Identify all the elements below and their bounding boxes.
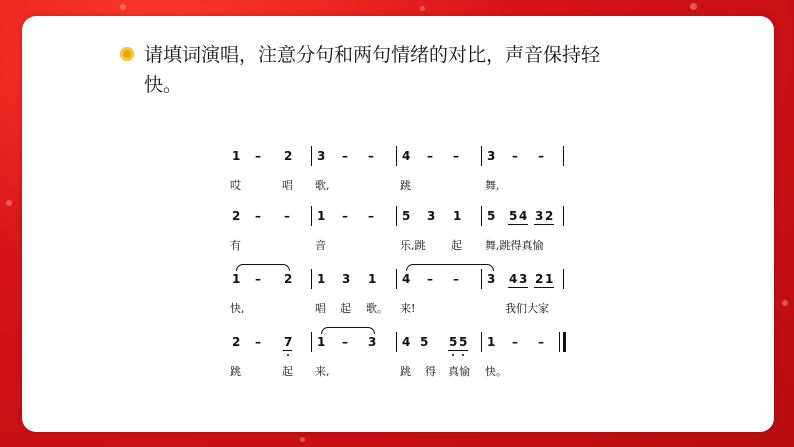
instruction-text: 请填词演唱，注意分句和两句情绪的对比，声音保持轻快。 [144,44,601,96]
note: – [342,335,348,349]
lyric: 歌, [315,179,330,192]
lyric: 舞, [485,179,500,192]
bar-line [563,206,564,226]
bar-line [396,146,397,166]
note: 3 [427,209,436,223]
note: 2 [535,272,544,286]
note: – [368,209,374,223]
low-octave-dot [462,354,464,356]
eighth-underline [283,350,292,351]
note: 1 [317,209,326,223]
background-sparkle [782,300,788,306]
bar-line [481,269,482,289]
lyric: 起 [282,365,293,378]
note: – [512,149,518,163]
note: – [284,209,290,223]
note: – [342,209,348,223]
note: 2 [232,209,241,223]
lyric: 唱 [282,179,293,192]
note: 5 [420,335,429,349]
lyric: 歌。 [366,302,388,315]
note: – [538,149,544,163]
bar-line [311,206,312,226]
final-bar-thin [559,332,560,352]
note: – [368,149,374,163]
note: – [427,149,433,163]
note: – [512,335,518,349]
note: – [453,272,459,286]
note: 3 [487,149,496,163]
lyric: 跳 [400,365,411,378]
note: 5 [449,335,458,349]
background-sparkle [690,3,697,10]
note: 5 [509,209,518,223]
note: 2 [232,335,241,349]
note: 3 [487,272,496,286]
note: 1 [545,272,554,286]
bullet-icon [120,47,134,61]
lyric: 起 [340,302,351,315]
note: 2 [284,149,293,163]
eighth-underline [448,350,468,351]
note: – [453,149,459,163]
lyric: 来, [315,365,330,378]
low-octave-dot [452,354,454,356]
bar-line [396,206,397,226]
bar-line [311,269,312,289]
eighth-underline [508,287,528,288]
background-sparkle [120,4,126,10]
note: 4 [509,272,518,286]
bar-line [481,332,482,352]
lyric: 哎 [230,179,241,192]
note: – [255,149,261,163]
lyric: 音 [315,239,326,252]
note: 3 [342,272,351,286]
content-panel [22,16,774,432]
lyric: 来! [400,302,416,315]
note: 1 [453,209,462,223]
bar-line [311,332,312,352]
bar-line [396,269,397,289]
background-sparkle [6,200,12,206]
bar-line [563,146,564,166]
note: 3 [519,272,528,286]
note: 1 [232,149,241,163]
bar-line [563,269,564,289]
slur [321,327,375,334]
eighth-underline [534,287,554,288]
note: – [538,335,544,349]
lyric: 快。 [485,365,507,378]
final-bar-thick [563,332,566,352]
note: 4 [402,335,411,349]
eighth-underline [534,224,554,225]
note: – [255,272,261,286]
note: 5 [402,209,411,223]
note: – [427,272,433,286]
bar-line [311,146,312,166]
note: – [342,149,348,163]
eighth-underline [508,224,528,225]
lyric: 起 [451,239,462,252]
lyric: 有 [230,239,241,252]
background-sparkle [300,437,305,442]
note: 5 [459,335,468,349]
note: 1 [487,335,496,349]
lyric: 真愉 [448,365,470,378]
note: 4 [519,209,528,223]
lyric: 乐,跳 [400,239,426,252]
note: – [255,209,261,223]
note: 1 [317,335,326,349]
lyric: 跳 [400,179,411,192]
note: 5 [487,209,496,223]
lyric: 唱 [315,302,326,315]
lyric: 我们大家 [505,302,549,315]
lyric: 得 [425,365,436,378]
note: 2 [284,272,293,286]
note: 1 [317,272,326,286]
note: 7 [284,335,293,349]
slur [236,264,290,271]
background-sparkle [420,6,425,11]
note: 3 [368,335,377,349]
note: 3 [535,209,544,223]
lyric: 跳 [230,365,241,378]
note: 2 [545,209,554,223]
bar-line [481,146,482,166]
lyric: 快, [230,302,245,315]
lyric: 舞,跳得真愉 [485,239,544,252]
note: 1 [232,272,241,286]
low-octave-dot [287,354,289,356]
bar-line [481,206,482,226]
note: 4 [402,272,411,286]
bar-line [396,332,397,352]
note: 1 [368,272,377,286]
note: – [255,335,261,349]
note: 3 [317,149,326,163]
note: 4 [402,149,411,163]
